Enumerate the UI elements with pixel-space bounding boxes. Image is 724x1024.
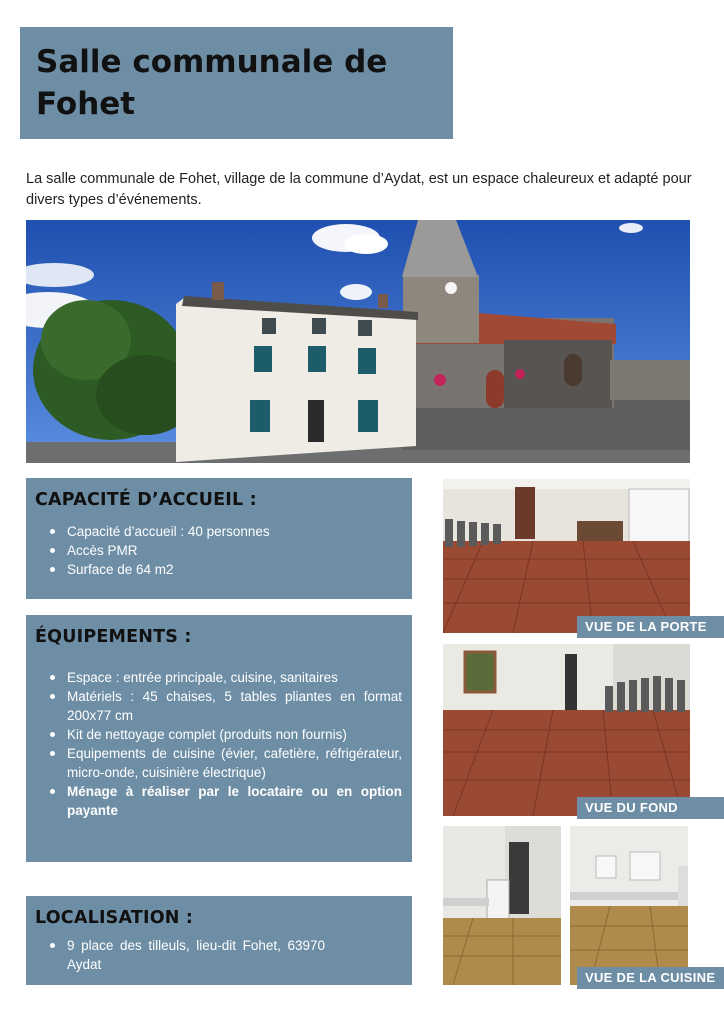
room-illustration [443,644,690,816]
capacity-heading: CAPACITÉ D’ACCUEIL : [35,490,257,510]
page-title: Salle communale de Fohet [36,44,388,122]
location-section [26,896,412,985]
list-item: Surface de 64 m2 [35,560,402,579]
caption-view-from-door: VUE DE LA PORTE [577,616,724,638]
photo-kitchen-left [443,826,561,985]
list-item: Kit de nettoyage complet (produits non fournis) [35,725,402,744]
list-item: Capacité d’accueil : 40 personnes [35,522,402,541]
capacity-section [26,478,412,599]
location-list [35,936,325,974]
caption-kitchen: VUE DE LA CUISINE [577,967,724,989]
caption-view-from-back: VUE DU FOND [577,797,724,819]
list-item: Matériels : 45 chaises, 5 tables pliantes en format 200x77 cm [35,687,402,725]
equipment-list [35,668,402,820]
capacity-list [35,522,402,579]
photo-kitchen-right [570,826,688,985]
room-illustration [443,479,690,633]
list-item: Ménage à réaliser par le locataire ou en option payante [35,782,402,820]
list-item: Espace : entrée principale, cuisine, sanitaires [35,668,402,687]
hero-illustration [26,220,690,463]
equipment-heading: ÉQUIPEMENTS : [35,627,192,647]
location-heading: LOCALISATION : [35,908,194,928]
kitchen-illustration [570,826,688,985]
equipment-section [26,615,412,862]
list-item: Equipements de cuisine (évier, cafetière, réfrigérateur, micro-onde, cuisinière électrique) [35,744,402,782]
title-banner [20,27,453,139]
photo-view-from-back [443,644,690,816]
kitchen-illustration [443,826,561,985]
photo-view-from-door [443,479,690,633]
hero-photo-village-hall [26,220,690,463]
list-item: 9 place des tilleuls, lieu-dit Fohet, 63970 Aydat [35,936,325,974]
list-item: Accès PMR [35,541,402,560]
intro-paragraph: La salle communale de Fohet, village de la commune d’Aydat, est un espace chaleureux et adapté pour divers types d’événements. [26,171,692,208]
